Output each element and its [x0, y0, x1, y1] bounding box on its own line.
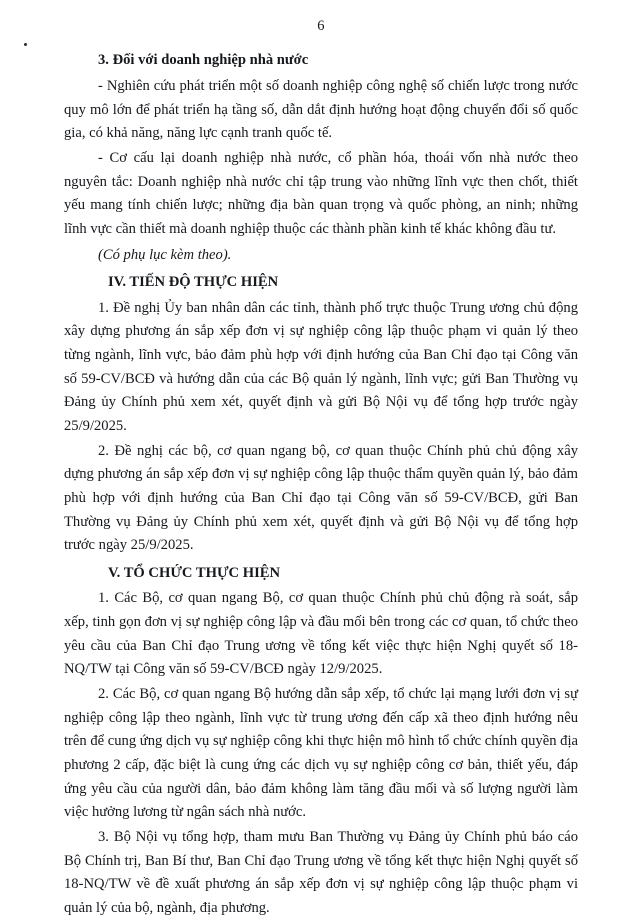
- paragraph: 2. Các Bộ, cơ quan ngang Bộ hướng dẫn sắp xếp, tổ chức lại mạng lưới đơn vị sự nghiệp công lập theo ngành, lĩnh vực từ trung ương đến cấp xã theo định hướng nêu trên để cung ứng dịch vụ sự nghiệp công khi thực hiện mô hình tổ chức chính quyền địa phương 2 cấp, đặc biệt là cung ứng các dịch vụ sự nghiệp công cơ bản, thiết yếu, đáp ứng yêu cầu của người dân, bảo đảm không làm tăng đầu mối và số lượng người làm việc hưởng lương từ ngân sách nhà nước.: [64, 686, 578, 821]
- page-number: 6: [317, 18, 325, 34]
- appendix-note: (Có phụ lục kèm theo).: [98, 246, 232, 263]
- paragraph: 3. Bộ Nội vụ tổng hợp, tham mưu Ban Thường vụ Đảng ủy Chính phủ báo cáo Bộ Chính trị, Ban Bí thư, Ban Chỉ đạo Trung ương về tổng kết thực hiện Nghị quyết số 18-NQ/TW về đề xuất phương án sắp xếp đơn vị sự nghiệp công lập thuộc phạm vi quản lý của bộ, ngành, địa phương.: [64, 828, 578, 916]
- section-v-heading: V. TỔ CHỨC THỰC HIỆN: [108, 564, 281, 581]
- paragraph: - Cơ cấu lại doanh nghiệp nhà nước, cổ phần hóa, thoái vốn nhà nước theo nguyên tắc: Doanh nghiệp nhà nước chỉ tập trung vào những lĩnh vực then chốt, thiết yếu mang tính chiến lược; những địa bàn quan trọng và quốc phòng, an ninh; những lĩnh vực cần thiết mà doanh nghiệp thuộc các thành phần kinh tế khác không đầu tư.: [64, 149, 578, 237]
- margin-dot-mark: [24, 43, 27, 46]
- document-body: [64, 49, 578, 920]
- paragraph: - Nghiên cứu phát triển một số doanh nghiệp công nghệ số chiến lược trong nước quy mô lớn để phát triển hạ tầng số, dẫn dắt định hướng hoạt động chuyển đổi số quốc gia, có khả năng, năng lực cạnh tranh quốc tế.: [64, 78, 578, 142]
- paragraph: 2. Đề nghị các bộ, cơ quan ngang bộ, cơ quan thuộc Chính phủ chủ động xây dựng phương án sắp xếp đơn vị sự nghiệp công lập thuộc thẩm quyền quản lý, bảo đảm phù hợp với định hướng của Ban Chỉ đạo tại Công văn số 59-CV/BCĐ, gửi Ban Thường vụ Đảng ủy Chính phủ xem xét, quyết định và gửi Bộ Nội vụ để tổng hợp trước ngày 25/9/2025.: [64, 442, 578, 554]
- section-iv-heading: IV. TIẾN ĐỘ THỰC HIỆN: [108, 274, 279, 291]
- section-3-heading: 3. Đối với doanh nghiệp nhà nước: [98, 52, 309, 69]
- paragraph: 1. Đề nghị Ủy ban nhân dân các tỉnh, thành phố trực thuộc Trung ương chủ động xây dựng phương án sắp xếp đơn vị sự nghiệp công lập thuộc phạm vi quản lý theo từng ngành, lĩnh vực, bảo đảm phù hợp với định hướng của Ban Chỉ đạo tại Công văn số 59-CV/BCĐ và hướng dẫn của các Bộ quản lý ngành, lĩnh vực; gửi Ban Thường vụ Đảng ủy Chính phủ xem xét, quyết định và gửi Bộ Nội vụ để tổng hợp trước ngày 25/9/2025.: [64, 299, 578, 434]
- paragraph: 1. Các Bộ, cơ quan ngang Bộ, cơ quan thuộc Chính phủ chủ động rà soát, sắp xếp, tinh gọn đơn vị sự nghiệp công lập và đầu mối bên trong các cơ quan, tổ chức theo yêu cầu của Ban Chỉ đạo Trung ương về tổng kết việc thực hiện Nghị quyết số 18-NQ/TW tại Công văn số 59-CV/BCĐ ngày 12/9/2025.: [64, 590, 578, 678]
